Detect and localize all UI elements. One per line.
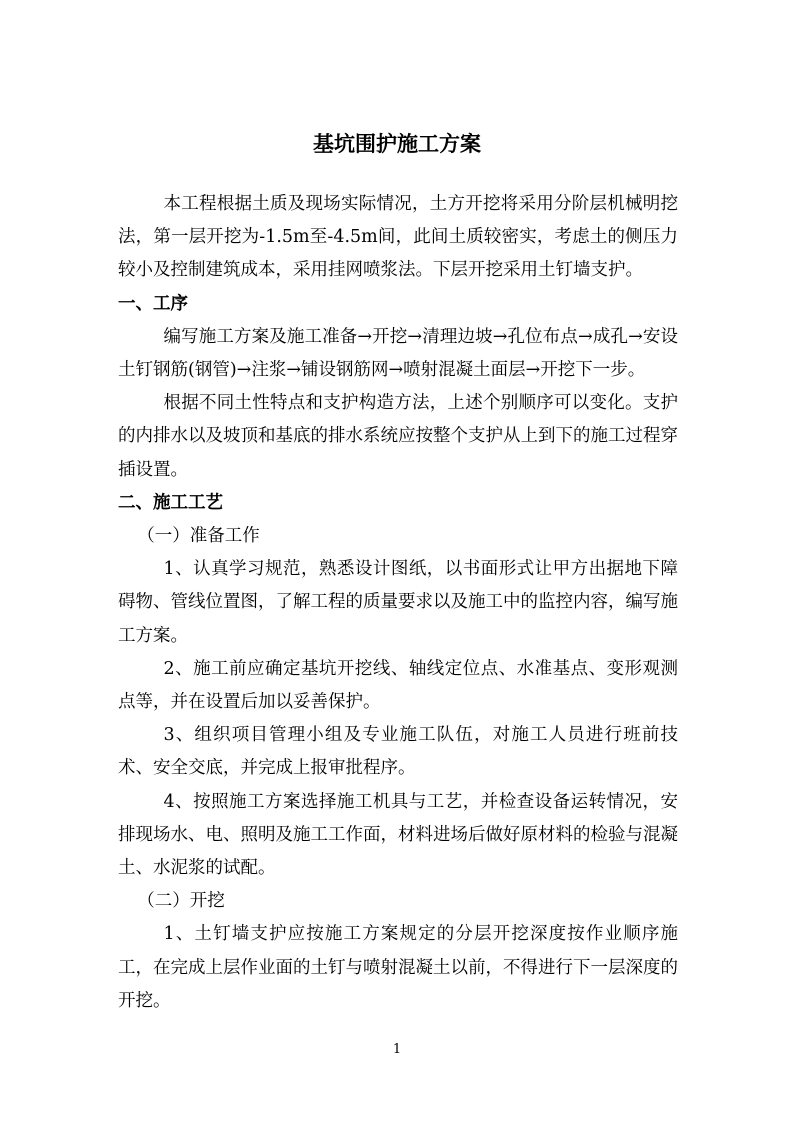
preparation-item: 3、组织项目管理小组及专业施工队伍，对施工人员进行班前技术、安全交底，并完成上报审批程序。 — [118, 725, 678, 779]
page-number: 1 — [392, 1042, 402, 1057]
document-title: 基坑围护施工方案 — [313, 131, 481, 156]
excavation-item: 1、土钉墙支护应按施工方案规定的分层开挖深度按作业顺序施工，在完成上层作业面的土钉与喷射混凝土以前，不得进行下一层深度的开挖。 — [118, 924, 678, 1011]
preparation-item: 1、认真学习规范，熟悉设计图纸，以书面形式让甲方出据地下障碍物、管线位置图，了解工程的质量要求以及施工中的监控内容，编写施工方案。 — [118, 559, 678, 646]
section-heading-construction: 二、施工工艺 — [118, 492, 223, 513]
section-heading-process: 一、工序 — [118, 293, 188, 314]
process-paragraph: 编写施工方案及施工准备→开挖→清理边坡→孔位布点→成孔→安设土钉钢筋(钢管)→注浆→铺设钢筋网→喷射混凝土面层→开挖下一步。 — [118, 326, 678, 381]
preparation-item: 2、施工前应确定基坑开挖线、轴线定位点、水准基点、变形观测点等，并在设置后加以妥善保护。 — [118, 658, 678, 713]
document-body — [118, 188, 678, 1018]
intro-paragraph: 本工程根据土质及现场实际情况，土方开挖将采用分阶层机械明挖法，第一层开挖为-1.5m至-4.5m间，此间土质较密实，考虑土的侧压力较小及控制建筑成本，采用挂网喷浆法。下层开挖采用土钉墙支护。 — [118, 194, 678, 281]
subsection-heading-preparation: （一）准备工作 — [137, 526, 260, 547]
subsection-heading-excavation: （二）开挖 — [137, 891, 225, 912]
preparation-item: 4、按照施工方案选择施工机具与工艺，并检查设备运转情况，安排现场水、电、照明及施工工作面，材料进场后做好原材料的检验与混凝土、水泥浆的试配。 — [118, 791, 678, 879]
process-paragraph: 根据不同土性特点和支护构造方法，上述个别顺序可以变化。支护的内排水以及坡顶和基底的排水系统应按整个支护从上到下的施工过程穿插设置。 — [118, 393, 678, 480]
